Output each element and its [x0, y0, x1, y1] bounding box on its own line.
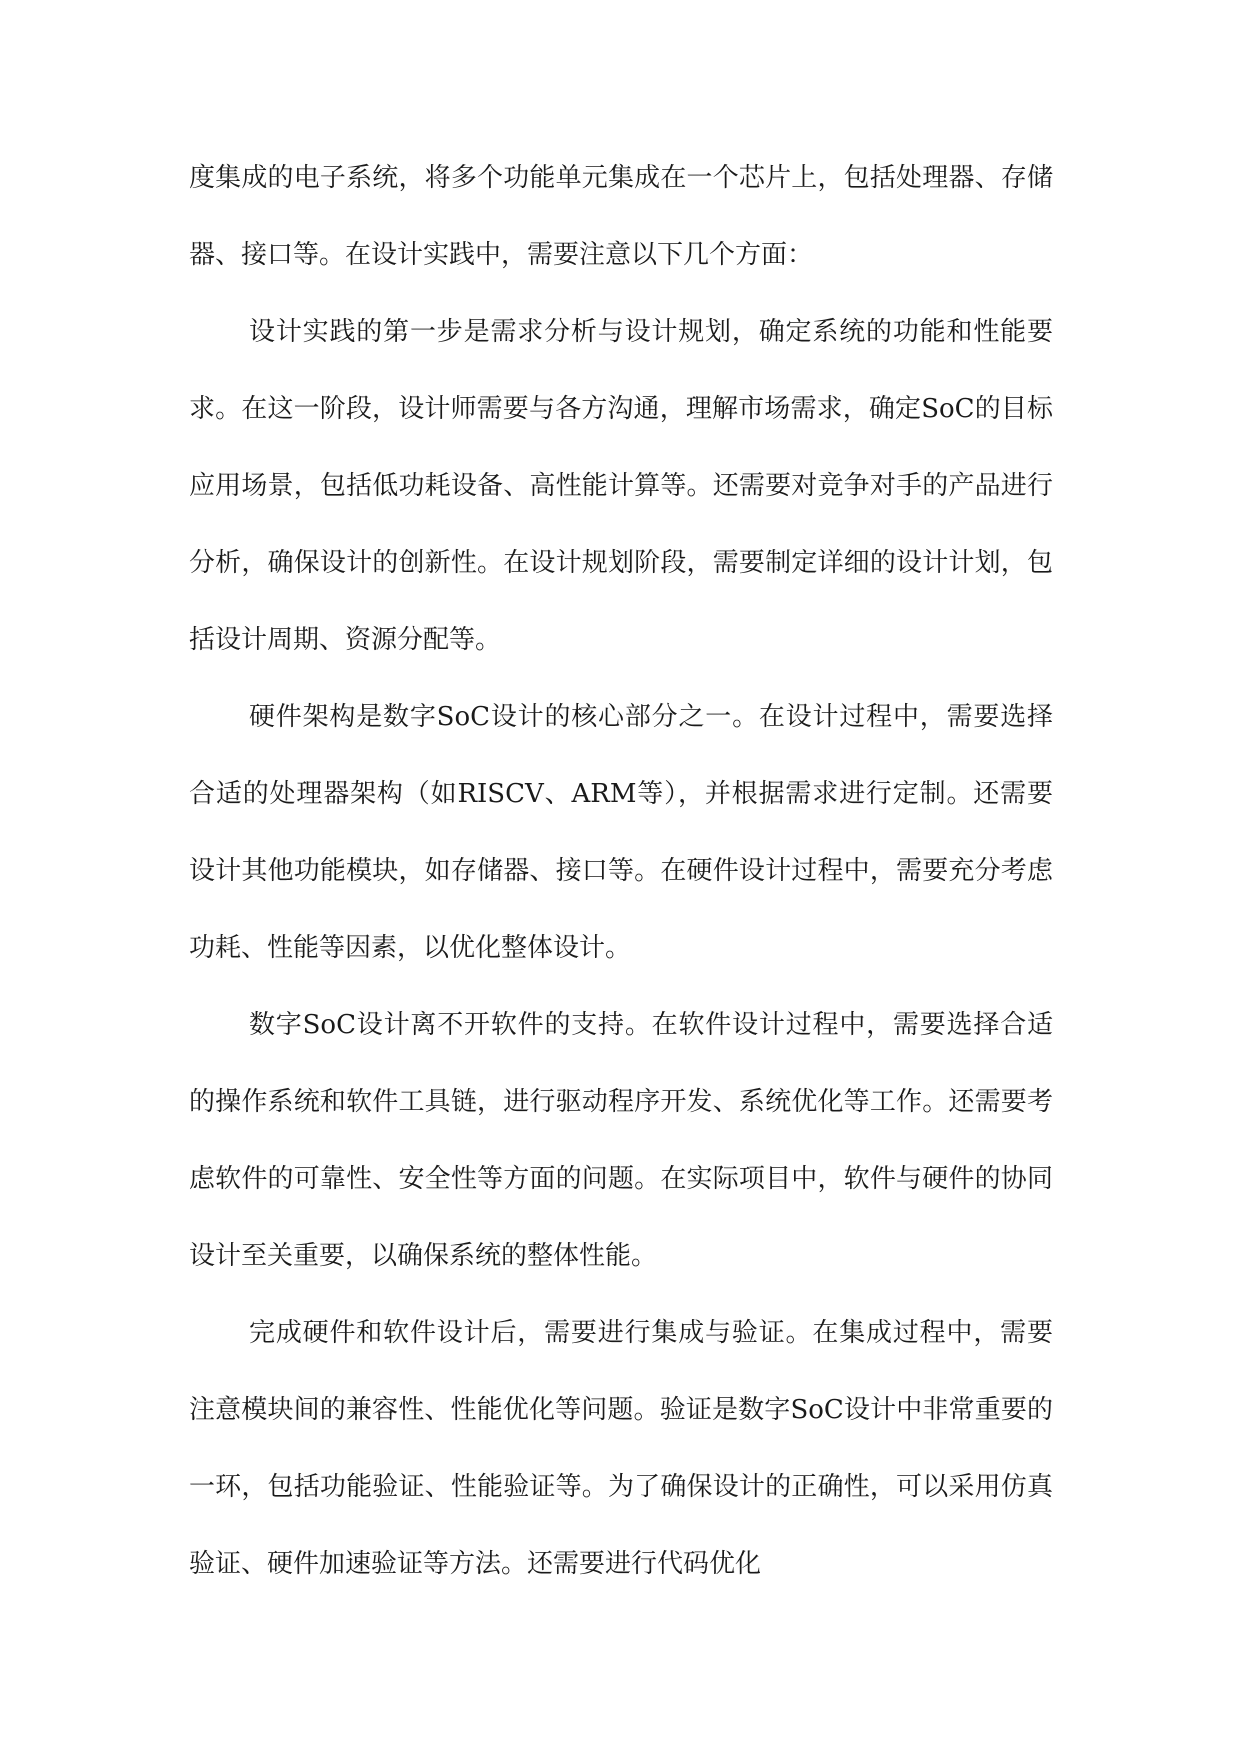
paragraph-3: 硬件架构是数字SoC设计的核心部分之一。在设计过程中，需要选择合适的处理器架构（如RISCV、ARM等），并根据需求进行定制。还需要设计其他功能模块，如存储器、接口等。在硬件设计过程中，需要充分考虑功耗、性能等因素，以优化整体设计。: [189, 702, 1053, 963]
paragraph-2: 设计实践的第一步是需求分析与设计规划，确定系统的功能和性能要求。在这一阶段，设计师需要与各方沟通，理解市场需求，确定SoC的目标应用场景，包括低功耗设备、高性能计算等。还需要对竞争对手的产品进行分析，确保设计的创新性。在设计规划阶段，需要制定详细的设计计划，包括设计周期、资源分配等。: [189, 317, 1053, 655]
paragraph-4: 数字SoC设计离不开软件的支持。在软件设计过程中，需要选择合适的操作系统和软件工具链，进行驱动程序开发、系统优化等工作。还需要考虑软件的可靠性、安全性等方面的问题。在实际项目中，软件与硬件的协同设计至关重要，以确保系统的整体性能。: [189, 1010, 1053, 1271]
paragraph-5: 完成硬件和软件设计后，需要进行集成与验证。在集成过程中，需要注意模块间的兼容性、性能优化等问题。验证是数字SoC设计中非常重要的一环，包括功能验证、性能验证等。为了确保设计的正确性，可以采用仿真验证、硬件加速验证等方法。还需要进行代码优化: [189, 1318, 1053, 1579]
document-body: [189, 140, 1053, 1603]
paragraph-1: 度集成的电子系统，将多个功能单元集成在一个芯片上，包括处理器、存储器、接口等。在设计实践中，需要注意以下几个方面：: [189, 163, 1053, 270]
